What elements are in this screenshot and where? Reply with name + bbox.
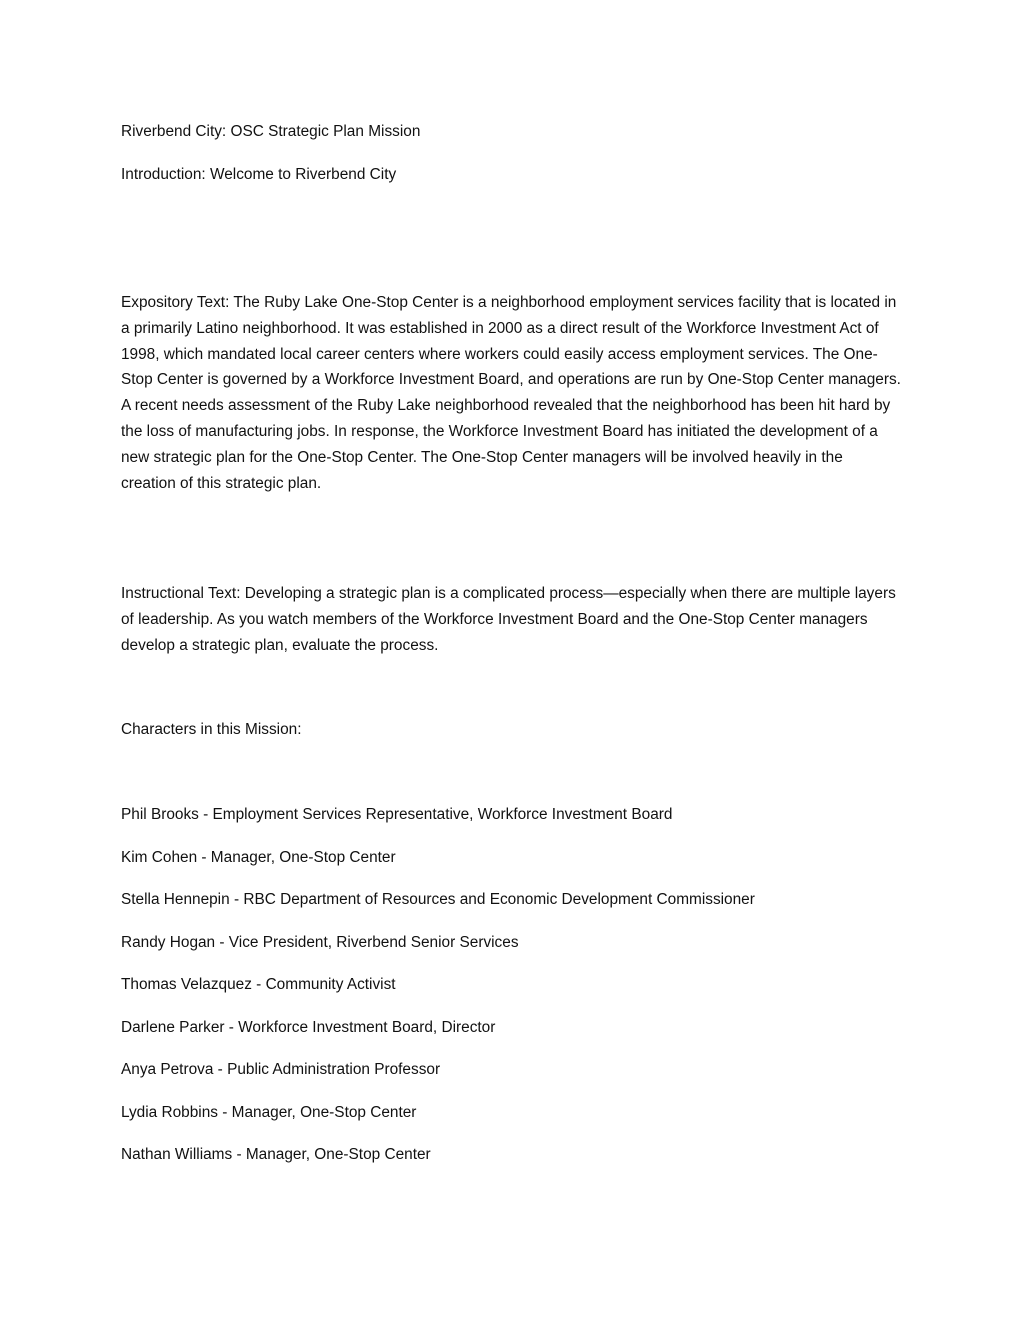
character-item: Darlene Parker - Workforce Investment Board, Director [121, 1019, 496, 1036]
instructional-text-paragraph: Instructional Text: Developing a strategic plan is a complicated process—especially when there are multiple layers of leadership. As you watch members of the Workforce Investment Board and the One-Stop Center managers develop a strategic plan, evaluate the process. [121, 585, 896, 654]
character-item: Kim Cohen - Manager, One-Stop Center [121, 849, 396, 866]
introduction-line: Introduction: Welcome to Riverbend City [121, 166, 397, 183]
character-item: Lydia Robbins - Manager, One-Stop Center [121, 1104, 417, 1121]
expository-text-paragraph: Expository Text: The Ruby Lake One-Stop Center is a neighborhood employment services facility that is located in a primarily Latino neighborhood. It was established in 2000 as a direct result of the Workforce Investment Act of 1998, which mandated local career centers where workers could easily access employment services. The One-Stop Center is governed by a Workforce Investment Board, and operations are run by One-Stop Center managers. A recent needs assessment of the Ruby Lake neighborhood revealed that the neighborhood has been hit hard by the loss of manufacturing jobs. In response, the Workforce Investment Board has initiated the development of a new strategic plan for the One-Stop Center. The One-Stop Center managers will be involved heavily in the creation of this strategic plan. [121, 294, 901, 492]
character-item: Nathan Williams - Manager, One-Stop Center [121, 1146, 431, 1163]
character-item: Anya Petrova - Public Administration Professor [121, 1061, 441, 1078]
document-title: Riverbend City: OSC Strategic Plan Mission [121, 123, 421, 140]
character-item: Stella Hennepin - RBC Department of Resources and Economic Development Commissioner [121, 891, 755, 908]
character-item: Thomas Velazquez - Community Activist [121, 976, 396, 993]
character-item: Randy Hogan - Vice President, Riverbend Senior Services [121, 934, 519, 951]
character-item: Phil Brooks - Employment Services Representative, Workforce Investment Board [121, 806, 673, 823]
characters-heading: Characters in this Mission: [121, 721, 302, 738]
